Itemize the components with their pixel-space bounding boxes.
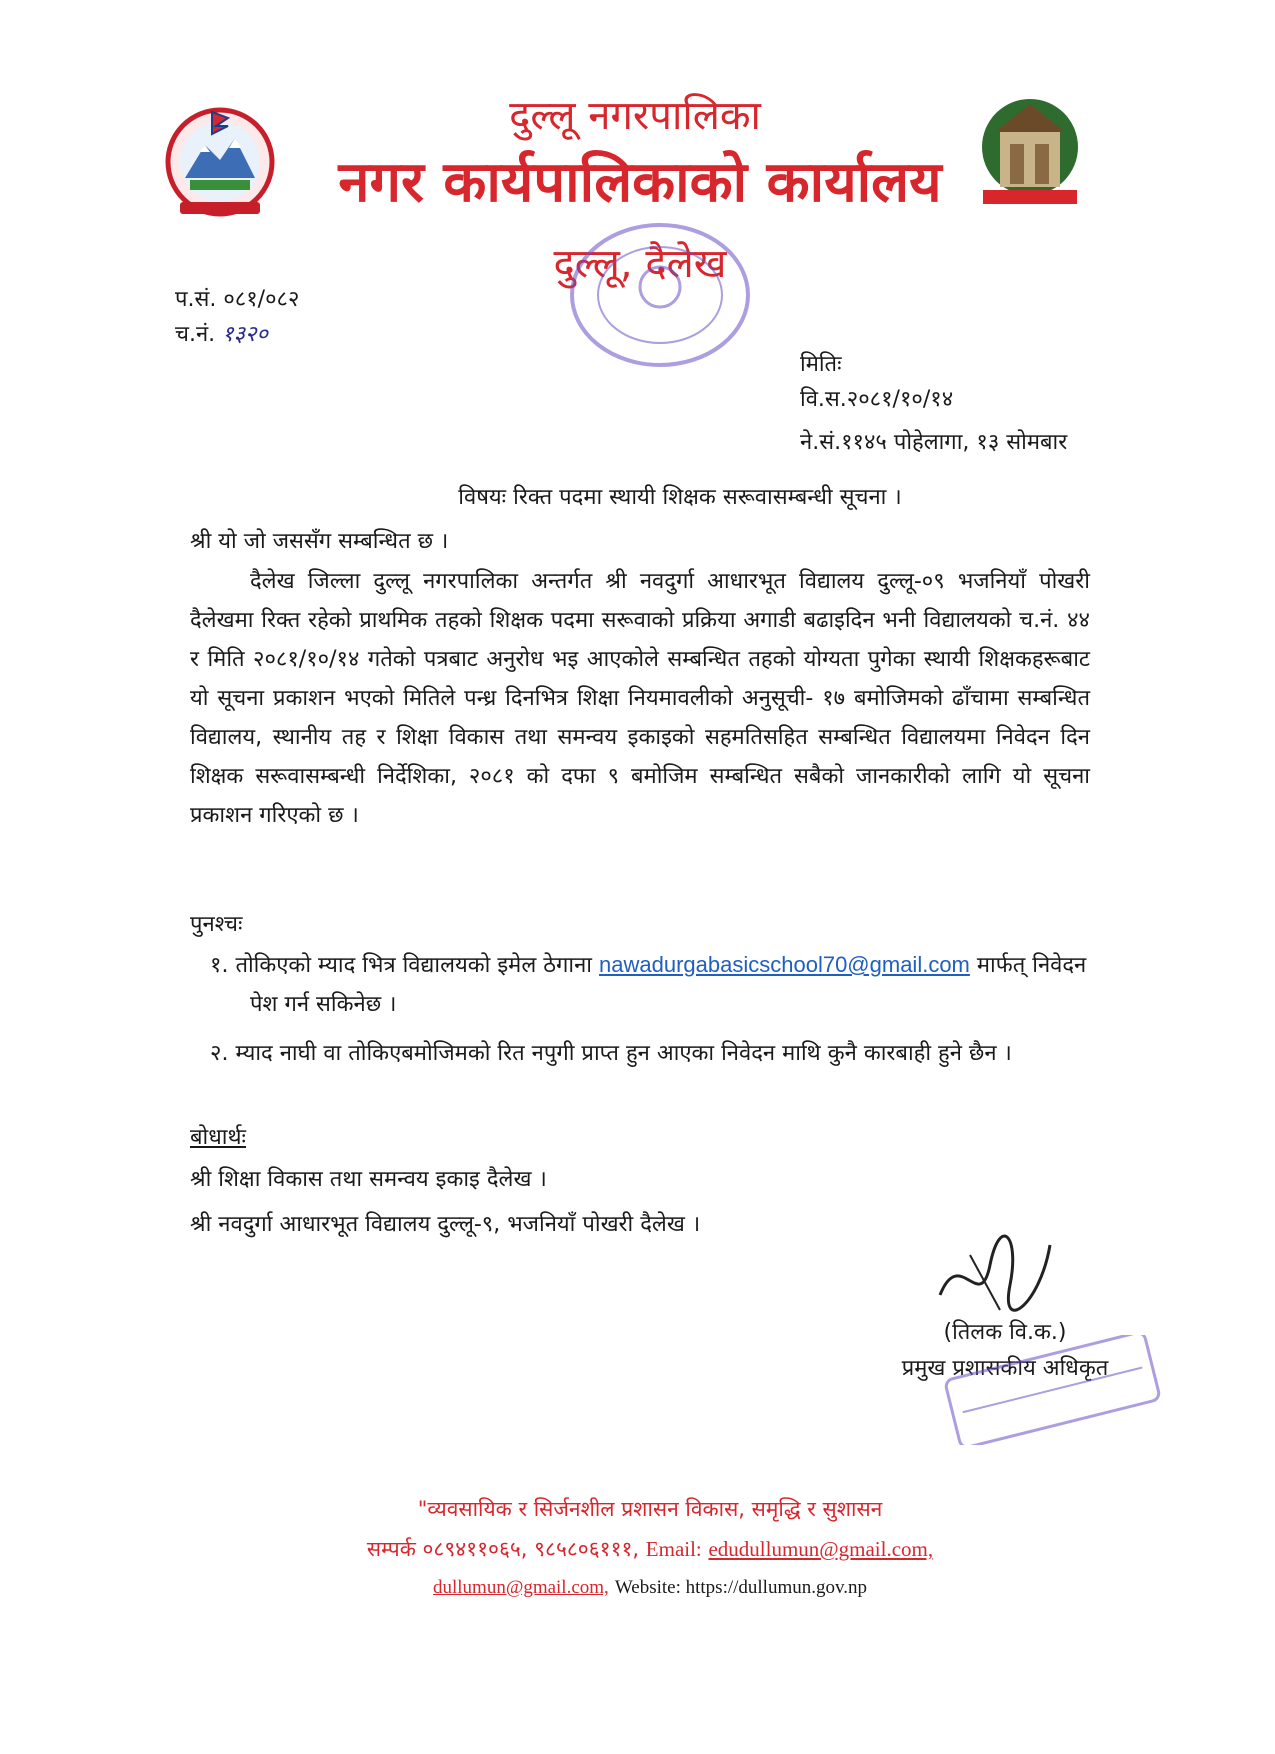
- date-bikram-sambat: वि.स.२०८१/१०/१४: [800, 387, 954, 412]
- chalani-label: च.नं.: [175, 322, 216, 347]
- footer-website[interactable]: Website: https://dullumun.gov.np: [614, 1577, 868, 1598]
- note-item-1: [190, 945, 1090, 1024]
- footer-web: [200, 1570, 1100, 1605]
- cc-item-2: श्री नवदुर्गा आधारभूत विद्यालय दुल्लू-९, भजनियाँ पोखरी दैलेख ।: [190, 1212, 701, 1237]
- office-name: नगर कार्यपालिकाको कार्यालय: [338, 150, 942, 215]
- body-paragraph-container: [190, 562, 1090, 835]
- signatory-name: (तिलक वि.क.): [943, 1320, 1067, 1345]
- school-email-link[interactable]: nawadurgabasicschool70@gmail.com: [599, 952, 970, 977]
- note-text: म्याद नाघी वा तोकिएबमोजिमको रित नपुगी प्राप्त हुन आएका निवेदन माथि कुनै कारबाही हुने छैन ।: [235, 1041, 1012, 1066]
- nepal-emblem-logo: [150, 100, 290, 220]
- handwritten-signature: [930, 1225, 1060, 1325]
- note-number: १.: [210, 953, 229, 978]
- footer-contact: [200, 1532, 1100, 1566]
- salutation: श्री यो जो जससँग सम्बन्धित छ ।: [190, 529, 449, 554]
- patra-sankhya: प.सं. ०८१/०८२: [175, 287, 300, 312]
- cc-item-1: श्री शिक्षा विकास तथा समन्वय इकाइ दैलेख ।: [190, 1167, 547, 1192]
- note-item-2: [190, 1034, 1090, 1073]
- postscript-label: पुनश्चः: [190, 912, 243, 937]
- subject-line: विषयः रिक्त पदमा स्थायी शिक्षक सरूवासम्बन्धी सूचना ।: [458, 485, 902, 510]
- footer-phone: सम्पर्क ०८९४११०६५, ९८५८०६१११,: [366, 1537, 640, 1561]
- office-location: दुल्लू, दैलेख: [553, 241, 727, 287]
- date-nepal-sambat: ने.सं.११४५ पोहेलागा, १३ सोमबार: [800, 430, 1068, 455]
- footer-email-link-2[interactable]: dullumun@gmail.com,: [432, 1577, 609, 1598]
- footer-email-label: Email:: [645, 1537, 702, 1561]
- date-label: मितिः: [800, 352, 842, 377]
- note-text: तोकिएको म्याद भित्र विद्यालयको इमेल ठेगाना: [235, 953, 593, 978]
- office-seal-stamp: [560, 215, 760, 385]
- body-paragraph: दैलेख जिल्ला दुल्लू नगरपालिका अन्तर्गत श्री नवदुर्गा आधारभूत विद्यालय दुल्लू-०९ भजनियाँ पोखरी दैलेखमा रिक्त रहेको प्राथमिक तहको शिक्षक पदमा सरूवाको प्रक्रिया अगाडी बढाइदिन भनी विद्यालयको च.नं. ४४ र मिति २०८१/१०/१४ गतेको पत्रबाट अनुरोध भइ आएकोले सम्बन्धित तहको योग्यता पुगेका स्थायी शिक्षकहरूबाट यो सूचना प्रकाशन भएको मितिले पन्ध्र दिनभित्र शिक्षा नियमावलीको अनुसूची- १७ बमोजिमको ढाँचामा सम्बन्धित विद्यालय, स्थानीय तह र शिक्षा विकास तथा समन्वय इकाइको सहमतिसहित सम्बन्धित विद्यालयमा निवेदन दिन शिक्षक सरूवासम्बन्धी निर्देशिका, २०८१ को दफा ९ बमोजिम सम्बन्धित सबैको जानकारीको लागि यो सूचना प्रकाशन गरिएको छ ।: [190, 569, 1090, 828]
- notes-list: [190, 945, 1090, 1073]
- chalani-number: [175, 320, 268, 350]
- signatory-title: प्रमुख प्रशासकीय अधिकृत: [901, 1356, 1109, 1381]
- footer-slogan: "व्यवसायिक र सिर्जनशील प्रशासन विकास, समृद्धि र सुशासन: [417, 1497, 883, 1521]
- cc-label: बोधार्थः: [190, 1125, 246, 1150]
- note-number: २.: [210, 1041, 229, 1066]
- chalani-handwritten-value: १३२०: [222, 322, 268, 347]
- officer-stamp: [940, 1335, 1165, 1445]
- municipality-name: दुल्लू नगरपालिका: [509, 93, 761, 139]
- note-text-continued: मार्फत् निवेदन पेश गर्न सकिनेछ ।: [250, 953, 1087, 1017]
- footer-email-link[interactable]: edudullumun@gmail.com,: [708, 1537, 934, 1561]
